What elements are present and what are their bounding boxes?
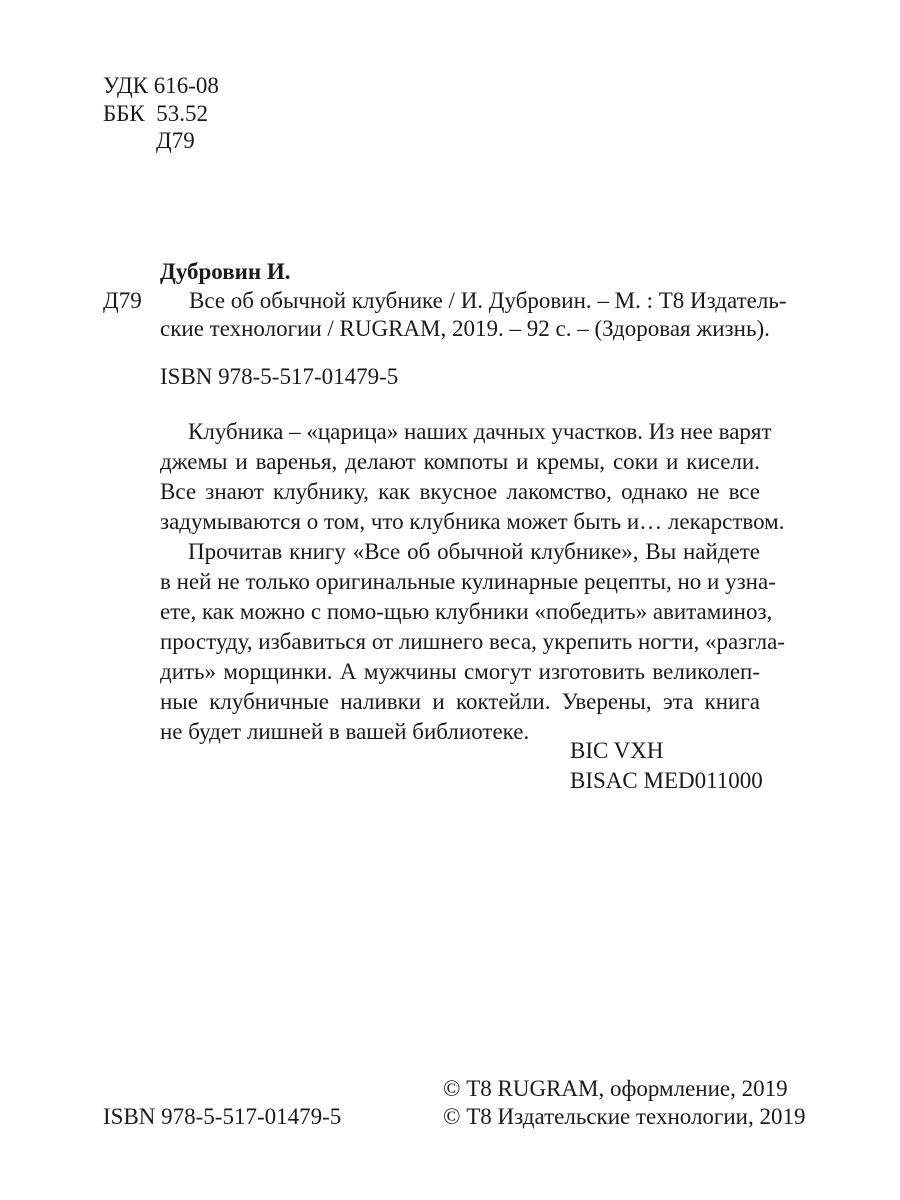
abstract-line: Клубника – «царица» наших дачных участков. Из нее варят [188,419,772,444]
bisac-code: BISAC MED011000 [570,768,763,793]
abstract-line: не будет лишней в вашей библиотеке. [160,719,530,744]
abstract-line: ные клубничные наливки и коктейли. Уверены, эта книга [160,689,760,714]
author-sign-top: Д79 [156,128,195,153]
record-isbn: ISBN 978-5-517-01479-5 [160,364,399,389]
abstract-line: Прочитав книгу «Все об обычной клубнике», Вы найдете [188,539,760,564]
footer-isbn: ISBN 978-5-517-01479-5 [103,1104,342,1129]
copyright-rugram: © Т8 RUGRAM, оформление, 2019 [443,1076,788,1101]
abstract-line: дить» морщинки. А мужчины смогут изготовить великолеп- [160,659,760,684]
author-sign-record: Д79 [103,288,142,313]
abstract-line: джемы и варенья, делают компоты и кремы, соки и кисели. [160,449,760,474]
udk-code: УДК 616-08 [103,73,219,98]
author-heading: Дубровин И. [160,259,291,284]
bbk-code: ББК 53.52 [103,101,209,126]
description-line: Все об обычной клубнике / И. Дубровин. – М. : Т8 Издатель- [189,288,787,313]
copyright-t8: © Т8 Издательские технологии, 2019 [443,1104,806,1129]
abstract-line: ете, как можно с помо-щью клубники «победить» авитаминоз, [160,599,773,624]
bic-code: BIC VXH [570,738,664,763]
abstract-line: простуду, избавиться от лишнего веса, укрепить ногти, «разгла- [160,629,785,654]
abstract-line: задумываются о том, что клубника может быть и… лекарством. [160,509,785,534]
abstract-line: в ней не только оригинальные кулинарные рецепты, но и узна- [160,569,776,594]
abstract-line: Все знают клубнику, как вкусное лакомство, однако не все [160,479,760,504]
description-line: ские технологии / RUGRAM, 2019. – 92 с. – (Здоровая жизнь). [160,316,770,341]
